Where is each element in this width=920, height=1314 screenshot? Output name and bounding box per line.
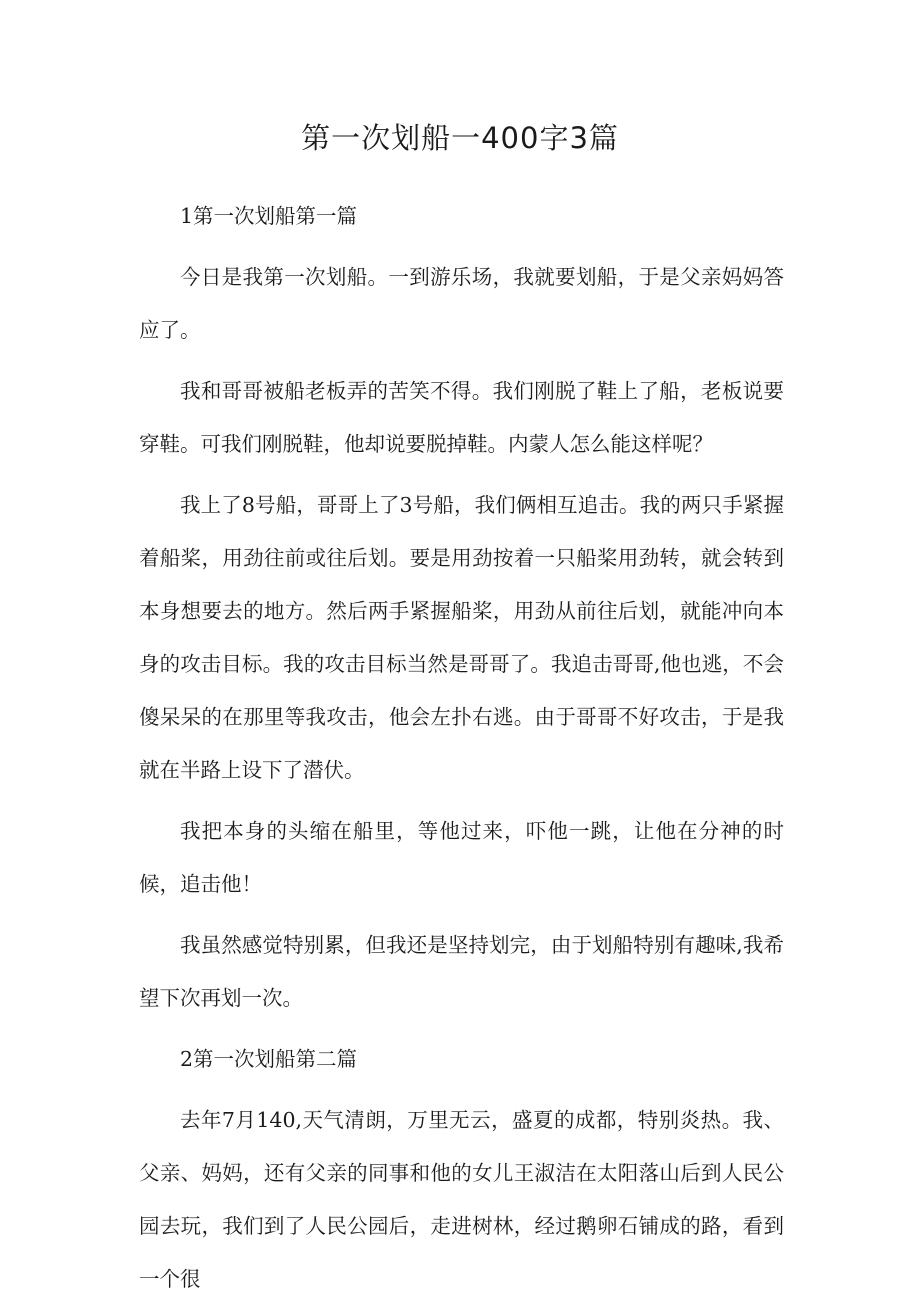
paragraph: 去年7月140,天气清朗，万里无云，盛夏的成都，特别炎热。我、父亲、妈妈，还有父亲的同事和他的女儿王淑洁在太阳落山后到人民公园去玩，我们到了人民公园后，走进树林，经过鹅卵石铺成的路，看到一个很 — [139, 1108, 784, 1291]
document-body — [139, 190, 784, 1314]
paragraph: 今日是我第一次划船。一到游乐场，我就要划船，于是父亲妈妈答应了。 — [139, 265, 784, 342]
section-heading-2: 2第一次划船第二篇 — [180, 1047, 358, 1071]
paragraph: 我把本身的头缩在船里，等他过来，吓他一跳，让他在分神的时候，追击他！ — [139, 819, 784, 896]
document-title: 第一次划船一400字3篇 — [301, 121, 619, 155]
section-heading-1: 1第一次划船第一篇 — [180, 204, 358, 228]
paragraph: 我上了8号船，哥哥上了3号船，我们俩相互追击。我的两只手紧握着船桨，用劲往前或往后划。要是用劲按着一只船桨用劲转，就会转到本身想要去的地方。然后两手紧握船桨，用劲从前往后划，就能冲向本身的攻击目标。我的攻击目标当然是哥哥了。我追击哥哥,他也逃，不会傻呆呆的在那里等我攻击，他会左扑右逃。由于哥哥不好攻击，于是我就在半路上设下了潜伏。 — [139, 493, 784, 782]
paragraph: 我虽然感觉特别累，但我还是坚持划完，由于划船特别有趣味,我希望下次再划一次。 — [139, 933, 784, 1010]
paragraph: 我和哥哥被船老板弄的苦笑不得。我们刚脱了鞋上了船，老板说要穿鞋。可我们刚脱鞋，他却说要脱掉鞋。内蒙人怎么能这样呢？ — [139, 379, 784, 456]
